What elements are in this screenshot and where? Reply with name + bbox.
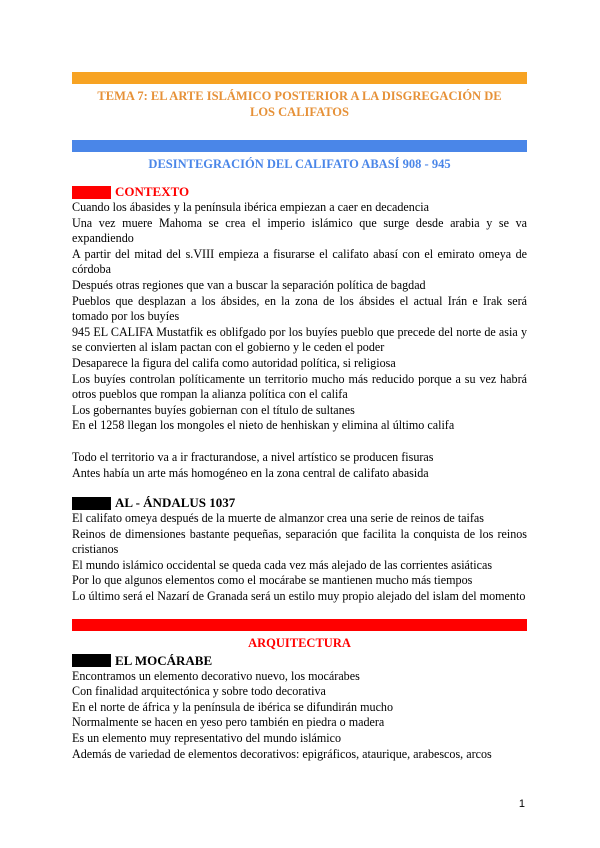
body-line: Una vez muere Mahoma se crea el imperio islámico que surge desde arabia y se va expandiendo	[72, 215, 527, 246]
mocarabe-heading	[72, 653, 527, 669]
contexto-heading-text: CONTEXTO	[115, 184, 190, 199]
page-number: 1	[518, 798, 525, 810]
body-line: En el norte de áfrica y la península de ibérica se difundirán mucho	[72, 699, 394, 714]
body-line: Después otras regiones que van a buscar la separación política de bagdad	[72, 277, 426, 292]
body-line: El mundo islámico occidental se queda cada vez más alejado de las corrientes asiáticas	[72, 557, 493, 572]
body-line: Encontramos un elemento decorativo nuevo, los mocárabes	[72, 668, 360, 683]
mocarabe-heading-text: EL MOCÁRABE	[115, 652, 213, 668]
body-line: Normalmente se hacen en yeso pero también en piedra o madera	[72, 715, 385, 730]
blue-divider	[72, 140, 527, 152]
body-line: 945 EL CALIFA Mustatfik es oblifgado por los buyíes pueblo que precede del norte de asia y se convierten al islam pactan con el gobierno y le ceden el poder	[72, 324, 527, 355]
section-title-arquitectura: ARQUITECTURA	[248, 635, 351, 650]
heading-marker	[72, 186, 111, 199]
body-line: Con finalidad arquitectónica y sobre todo decorativa	[72, 684, 326, 699]
body-line: El califato omeya después de la muerte de almanzor crea una serie de reinos de taifas	[72, 511, 485, 526]
heading-marker	[72, 497, 111, 510]
andalus-heading-text: AL - ÁNDALUS 1037	[115, 495, 236, 511]
contexto-body	[72, 200, 527, 434]
andalus-body	[72, 511, 527, 605]
section-title-desintegracion: DESINTEGRACIÓN DEL CALIFATO ABASÍ 908 - 945	[148, 157, 451, 171]
body-line: A partir del mitad del s.VIII empieza a fisurarse el califato abasí con el emirato omeya de córdoba	[72, 246, 527, 277]
body-line: Pueblos que desplazan a los ábsides, en la zona de los ábsides el actual Irán e Irak será tomado por los buyíes	[72, 293, 527, 324]
orange-divider	[72, 72, 527, 84]
body-line: Además de variedad de elementos decorativos: epigráficos, ataurique, arabescos, arcos	[72, 746, 492, 761]
body-line: Todo el territorio va a ir fracturandose, a nivel artístico se producen fisuras	[72, 449, 434, 464]
document-page	[72, 72, 527, 762]
contexto-body-2	[72, 450, 527, 481]
body-line: Lo último será el Nazarí de Granada será un estilo muy propio alejado del islam del momento	[72, 589, 526, 604]
body-line: Los buyíes controlan políticamente un territorio mucho más reducido porque a su vez habrá otros pueblos que rompan la alianza política con el califa	[72, 371, 527, 402]
body-line: Los gobernantes buyíes gobiernan con el título de sultanes	[72, 402, 355, 417]
body-line: Cuando los ábasides y la península ibérica empiezan a caer en decadencia	[72, 200, 429, 214]
red-divider	[72, 619, 527, 631]
body-line: Por lo que algunos elementos como el mocárabe se mantienen mucho más tiempos	[72, 573, 473, 588]
main-title: TEMA 7: EL ARTE ISLÁMICO POSTERIOR A LA DISGREGACIÓN DE LOS CALIFATOS	[97, 89, 502, 119]
body-line: Antes había un arte más homogéneo en la zona central de califato abasida	[72, 465, 429, 480]
body-line: Reinos de dimensiones bastante pequeñas, separación que facilita la conquista de los reinos cristianos	[72, 526, 527, 557]
heading-marker	[72, 654, 111, 667]
body-line: En el 1258 llegan los mongoles el nieto de henhiskan y elimina al último califa	[72, 418, 455, 433]
contexto-heading	[72, 184, 527, 200]
body-line: Es un elemento muy representativo del mundo islámico	[72, 731, 342, 746]
mocarabe-body	[72, 669, 527, 763]
body-line: Desaparece la figura del califa como autoridad política, si religiosa	[72, 355, 396, 370]
andalus-heading	[72, 495, 527, 511]
